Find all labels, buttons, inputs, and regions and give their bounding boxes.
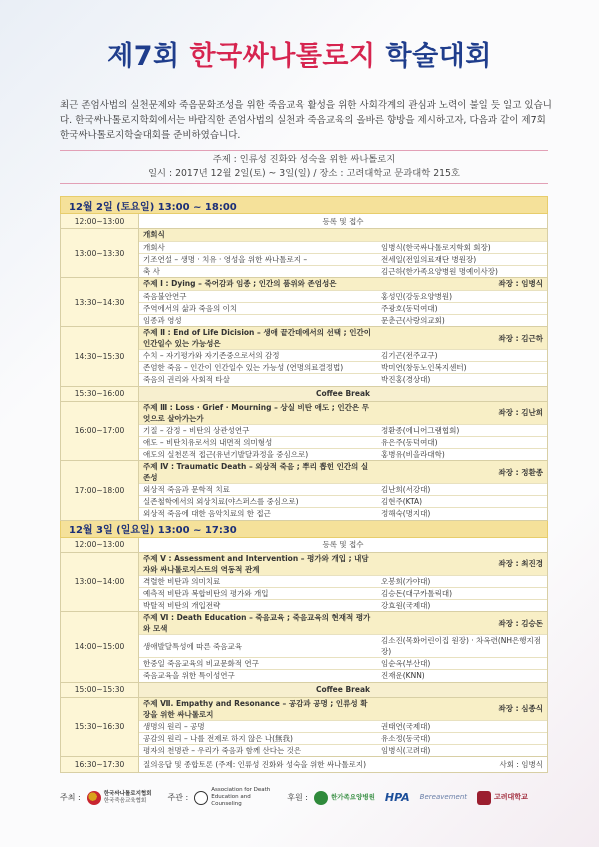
schedule-row bbox=[61, 327, 548, 387]
session-title-row bbox=[139, 327, 547, 350]
session-title: 주제 Ⅱ : End of Life Dicision – 생애 끝간데에서의 선택 ; 인간이 인간일수 있는 가능성은 bbox=[139, 327, 377, 350]
leaf-icon bbox=[314, 791, 328, 805]
presentation-title: 생애발달특성에 따른 죽음교육 bbox=[139, 635, 377, 658]
presenter: 김소진(목화어린이집 원장) · 차옥련(NH은행지점장) bbox=[377, 635, 547, 658]
day-header: 12월 2일 (토요일) 13:00 ~ 18:00 bbox=[61, 197, 548, 214]
presentation-title: 애도 – 비탄치유로서의 내면적 의미형성 bbox=[139, 436, 377, 448]
sponsor3-name: Bereavement bbox=[419, 793, 468, 801]
time-cell: 15:00~15:30 bbox=[61, 682, 139, 697]
presentation-title: 격렬한 비탄과 의미치료 bbox=[139, 575, 377, 587]
presenter: 박진홍(경상대) bbox=[381, 375, 431, 385]
presentation-row bbox=[139, 670, 547, 682]
session-table bbox=[139, 698, 547, 757]
sponsor2-logo bbox=[384, 791, 410, 804]
presentation-title: 공감의 원리 – 나를 전제로 하지 않은 나(無我) bbox=[139, 732, 377, 744]
closing-table bbox=[139, 757, 547, 772]
presentation-row bbox=[139, 496, 547, 508]
session-chair: 좌장 : 정환종 bbox=[377, 461, 547, 484]
theme-box bbox=[60, 150, 548, 184]
registration-cell: 등록 및 접수 bbox=[139, 214, 548, 229]
adec-circle-icon bbox=[194, 791, 208, 805]
schedule-table bbox=[60, 196, 548, 773]
presenter: 김기곤(전주교구) bbox=[377, 350, 547, 362]
schedule-row bbox=[61, 401, 548, 461]
presentation-title: 기조연설 – 생명 · 치유 · 영성을 위한 싸나톨로지 – bbox=[139, 253, 377, 265]
presentation-row bbox=[139, 374, 547, 386]
host-label: 주최 : bbox=[60, 793, 81, 802]
org-name: Association for Death Education and Counseling bbox=[211, 787, 271, 807]
presenter: 김근하(한가족요양병원 명예이사장) bbox=[381, 266, 498, 276]
schedule-row bbox=[61, 278, 548, 327]
presenter: 유소정(동국대) bbox=[377, 732, 547, 744]
closing-cell bbox=[139, 757, 548, 773]
time-cell: 12:00~13:00 bbox=[61, 214, 139, 229]
presentation-row bbox=[139, 508, 547, 520]
presenter: 김난희(서강대) bbox=[377, 484, 547, 496]
schedule-row bbox=[61, 612, 548, 683]
org-label: 주관 : bbox=[167, 793, 189, 802]
presentation-row bbox=[139, 448, 547, 460]
closing-chair: 사회 : 임병식 bbox=[499, 760, 543, 769]
closing-row bbox=[139, 757, 547, 772]
presenter: 김현주(KTA) bbox=[377, 496, 547, 508]
date-venue-line: 일시 : 2017년 12월 2일(토) ~ 3일(일) / 장소 : 고려대학교 문과대학 215호 bbox=[148, 168, 460, 179]
presenter: 문춘근(사랑의교회) bbox=[381, 315, 445, 325]
presentation-row bbox=[139, 362, 547, 374]
session-title: 주제 Ⅲ : Loss · Grief · Mourning – 상실 비탄 애도 ; 인간은 무엇으로 살아가는가 bbox=[139, 402, 377, 425]
host-name: 한국싸나톨로지협회 bbox=[103, 790, 152, 797]
session-title: 주제 Ⅴ : Assessment and Intervention – 평가와 개입 ; 내담자와 싸나톨로지스트의 역동적 관계 bbox=[139, 553, 377, 576]
crest-icon bbox=[477, 791, 491, 805]
host-sub: 한국죽음교육협회 bbox=[103, 797, 147, 804]
session-title-row bbox=[139, 698, 547, 721]
presentation-title: 예측적 비탄과 복합비탄의 평가와 개입 bbox=[139, 587, 377, 599]
presentation-row bbox=[139, 484, 547, 496]
sponsor3-logo bbox=[420, 794, 467, 801]
session-cell bbox=[139, 278, 548, 327]
presenter: 임순옥(부산대) bbox=[377, 658, 547, 670]
presentation-title: 평자의 천명관 – 우리가 죽음과 함께 산다는 것은 bbox=[143, 745, 302, 755]
presentation-row bbox=[139, 575, 547, 587]
session-title: 주제 Ⅰ : Dying – 죽어감과 임종 ; 인간의 품위와 존엄성은 bbox=[139, 278, 377, 290]
presentation-title: 죽음교육을 위한 특이성연구 bbox=[143, 671, 235, 681]
schedule-row bbox=[61, 214, 548, 229]
session-cell bbox=[139, 552, 548, 612]
session-title-row bbox=[139, 278, 547, 290]
presenter: 전세일(전일의료재단 병원장) bbox=[377, 253, 547, 265]
presentation-title: 실존철학에서의 외상치료(야스퍼스를 중심으로) bbox=[139, 496, 377, 508]
session-chair: 좌장 : 김근하 bbox=[377, 327, 547, 350]
session-cell bbox=[139, 401, 548, 461]
sponsor1-logo bbox=[314, 791, 375, 805]
schedule-row bbox=[61, 537, 548, 552]
coffee-break-cell: Coffee Break bbox=[139, 682, 548, 697]
time-cell: 16:30~17:30 bbox=[61, 757, 139, 773]
session-title-row bbox=[139, 553, 547, 576]
presentation-title: 임종과 영성 bbox=[143, 315, 182, 325]
time-cell: 17:00~18:00 bbox=[61, 461, 139, 521]
session-chair: 좌장 : 김난희 bbox=[377, 402, 547, 425]
presentation-row bbox=[139, 290, 547, 302]
time-cell: 14:00~15:00 bbox=[61, 612, 139, 683]
presentation-row bbox=[139, 241, 547, 253]
presentation-title: 죽음의 권리와 사회적 타살 bbox=[143, 375, 230, 385]
presenter: 홍병유(비을라대학) bbox=[381, 449, 445, 459]
presentation-title: 외상적 죽음과 문학적 치료 bbox=[139, 484, 377, 496]
session-table bbox=[139, 278, 547, 326]
presentation-row bbox=[139, 720, 547, 732]
presentation-title: 한중일 죽음교육의 비교문화적 연구 bbox=[139, 658, 377, 670]
title-highlight: 한국싸나톨로지 bbox=[189, 41, 376, 72]
presenter: 주광호(동덕여대) bbox=[377, 302, 547, 314]
presenter: 정환종(에니어그램협회) bbox=[377, 424, 547, 436]
presentation-title: 생명의 원리 – 공명 bbox=[139, 720, 377, 732]
footer-sponsors bbox=[60, 787, 548, 808]
presentation-row bbox=[139, 302, 547, 314]
time-cell: 15:30~16:00 bbox=[61, 386, 139, 401]
presenter: 임병식(고려대) bbox=[381, 745, 431, 755]
title-suffix: 학술대회 bbox=[375, 41, 492, 72]
session-cell bbox=[139, 612, 548, 683]
session-table bbox=[139, 327, 547, 386]
presentation-row bbox=[139, 314, 547, 326]
presenter: 오봉희(가야대) bbox=[377, 575, 547, 587]
sponsor4-logo bbox=[477, 791, 528, 805]
presentation-title: 주역에서의 삶과 죽음의 이치 bbox=[139, 302, 377, 314]
presentation-row bbox=[139, 732, 547, 744]
time-cell: 13:00~14:00 bbox=[61, 552, 139, 612]
sponsor-label: 후원 : bbox=[287, 793, 308, 802]
presentation-title: 축 사 bbox=[143, 266, 160, 276]
presenter: 임병식(한국싸나톨로지학회 회장) bbox=[377, 241, 547, 253]
session-cell bbox=[139, 327, 548, 387]
session-title: 주제 Ⅶ. Empathy and Resonance – 공감과 공명 ; 인류성 확장을 위한 싸나톨로지 bbox=[139, 698, 377, 721]
host-logo bbox=[87, 791, 152, 805]
time-cell: 16:00~17:00 bbox=[61, 401, 139, 461]
sponsor4-name: 고려대학교 bbox=[494, 793, 528, 801]
theme-line: 주제 : 인류성 진화와 성숙을 위한 싸나톨로지 bbox=[212, 154, 396, 165]
time-cell: 13:00~13:30 bbox=[61, 229, 139, 278]
presentation-row bbox=[139, 599, 547, 611]
registration-cell: 등록 및 접수 bbox=[139, 537, 548, 552]
session-table bbox=[139, 553, 547, 612]
session-cell bbox=[139, 461, 548, 521]
schedule-row bbox=[61, 552, 548, 612]
day-header: 12월 3일 (일요일) 13:00 ~ 17:30 bbox=[61, 520, 548, 537]
presentation-row bbox=[139, 350, 547, 362]
schedule-row bbox=[61, 229, 548, 278]
presentation-row bbox=[139, 635, 547, 658]
time-cell: 13:30~14:30 bbox=[61, 278, 139, 327]
sponsor2-name: HPA bbox=[384, 791, 410, 804]
presenter: 진재운(KNN) bbox=[381, 671, 425, 681]
presenter: 권태연(국제대) bbox=[377, 720, 547, 732]
seal-icon bbox=[87, 791, 101, 805]
schedule-row bbox=[61, 757, 548, 773]
intro-paragraph: 최근 존엄사법의 실천문제와 죽음문화조성을 위한 죽음교육 활성을 위한 사회각계의 관심과 노력이 불일 듯 일고 있습니다. 한국싸나톨로지학회에서는 바람직한 존엄사법의 실천과 죽음교육의 올바른 향방을 제시하고자, 다음과 같이 제7회 한국싸나톨로지학술대회를 준비하였습니다. bbox=[60, 100, 552, 141]
presentation-row bbox=[139, 424, 547, 436]
presentation-title: 개회사 bbox=[139, 241, 377, 253]
presentation-row bbox=[139, 253, 547, 265]
sponsor1-name: 한가족요양병원 bbox=[330, 793, 375, 801]
session-title: 개회식 bbox=[139, 229, 547, 241]
session-chair: 좌장 : 임병식 bbox=[377, 278, 547, 290]
session-title-row bbox=[139, 461, 547, 484]
presentation-row bbox=[139, 436, 547, 448]
day1-header-row bbox=[61, 197, 548, 214]
coffee-break-cell: Coffee Break bbox=[139, 386, 548, 401]
schedule-row bbox=[61, 682, 548, 697]
presentation-row bbox=[139, 587, 547, 599]
time-cell: 14:30~15:30 bbox=[61, 327, 139, 387]
session-title-row bbox=[139, 612, 547, 635]
presentation-row bbox=[139, 744, 547, 756]
presentation-title: 수치 – 자기평가와 자기존중으로서의 감정 bbox=[139, 350, 377, 362]
presentation-title: 존엄한 죽음 – 인간이 인간일수 있는 가능성 (연명의료결정법) bbox=[139, 362, 377, 374]
poster-title bbox=[0, 34, 599, 73]
session-title: 주제 Ⅵ : Death Education – 죽음교육 ; 죽음교육의 현재적 평가와 모색 bbox=[139, 612, 377, 635]
presenter: 김승돈(대구카톨릭대) bbox=[377, 587, 547, 599]
session-table bbox=[139, 402, 547, 461]
session-table bbox=[139, 229, 547, 277]
presentation-title: 기질 – 감정 – 비탄의 상관성연구 bbox=[139, 424, 377, 436]
session-table bbox=[139, 612, 547, 682]
org-logo bbox=[194, 787, 273, 808]
presentation-row bbox=[139, 658, 547, 670]
session-title: 주제 Ⅳ : Traumatic Death – 외상적 죽음 ; 뿌리 뽑힌 인간의 실존성 bbox=[139, 461, 377, 484]
presentation-row bbox=[139, 265, 547, 277]
presentation-title: 죽음불안연구 bbox=[139, 290, 377, 302]
presenter: 강효원(국제대) bbox=[381, 600, 431, 610]
presenter: 홍성민(강동요양병원) bbox=[377, 290, 547, 302]
presenter: 유은주(동덕여대) bbox=[377, 436, 547, 448]
presenter: 정해숙(명지대) bbox=[381, 509, 431, 519]
closing-text: 질의응답 및 종합토론 (주제: 인류성 진화와 성숙을 위한 싸나톨로지) bbox=[143, 760, 367, 769]
presentation-title: 외상적 죽음에 대한 음악치료의 한 접근 bbox=[143, 509, 271, 519]
schedule-row bbox=[61, 697, 548, 757]
session-cell bbox=[139, 697, 548, 757]
presentation-title: 애도의 실천론적 접근(유년기발달과정을 중심으로) bbox=[143, 449, 309, 459]
title-prefix: 제7회 bbox=[107, 41, 190, 72]
presentation-title: 박탈적 비탄의 개입전략 bbox=[143, 600, 221, 610]
session-title-row bbox=[139, 229, 547, 241]
time-cell: 15:30~16:30 bbox=[61, 697, 139, 757]
time-cell: 12:00~13:00 bbox=[61, 537, 139, 552]
session-chair: 좌장 : 김승돈 bbox=[377, 612, 547, 635]
schedule-row bbox=[61, 386, 548, 401]
session-cell bbox=[139, 229, 548, 278]
day2-header-row bbox=[61, 520, 548, 537]
session-title-row bbox=[139, 402, 547, 425]
schedule-row bbox=[61, 461, 548, 521]
presenter: 박미연(창동노인복지센터) bbox=[377, 362, 547, 374]
session-chair: 좌장 : 심종식 bbox=[377, 698, 547, 721]
session-table bbox=[139, 461, 547, 520]
session-chair: 좌장 : 최진경 bbox=[377, 553, 547, 576]
